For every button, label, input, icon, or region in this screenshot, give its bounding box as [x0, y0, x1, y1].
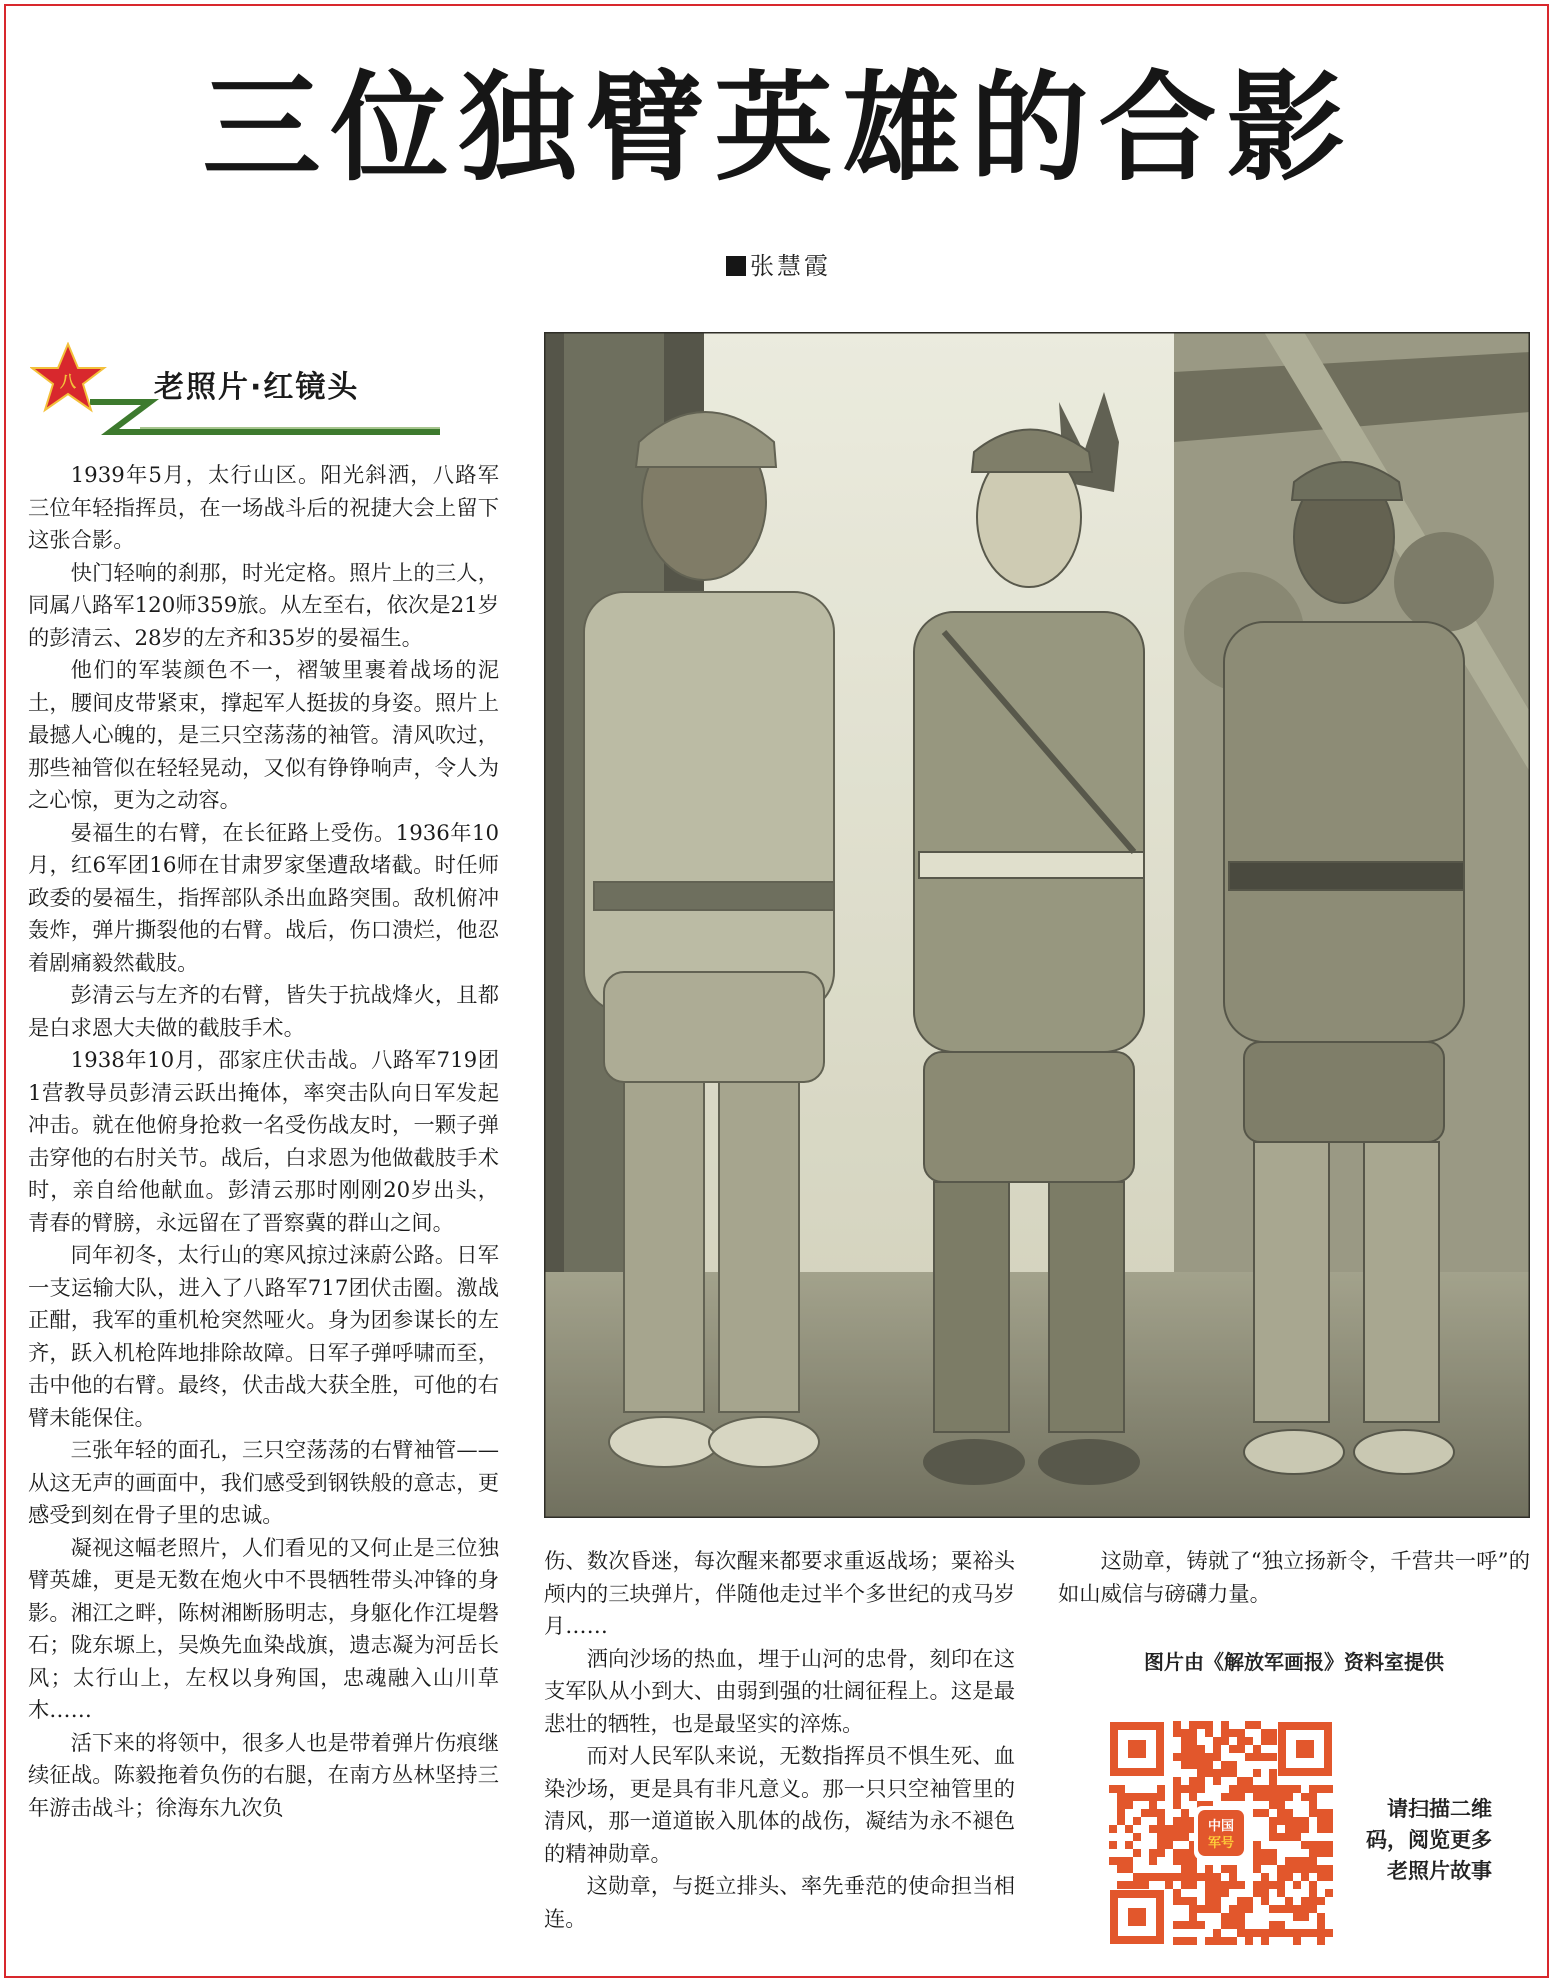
paragraph: 洒向沙场的热血，埋于山河的忠骨，刻印在这支军队从小到大、由弱到强的壮阔征程上。这是最悲壮的牺牲，也是最坚实的淬炼。 [544, 1646, 1015, 1737]
article-column-1 [28, 460, 499, 1825]
paragraph: 凝视这幅老照片，人们看见的又何止是三位独臂英雄，更是无数在炮火中不畏牺牲带头冲锋的身影。湘江之畔，陈树湘断肠明志，身躯化作江堤磐石；陇东塬上，吴焕先血染战旗，遗志凝为河岳长风；太行山上，左权以身殉国，忠魂融入山川草木…… [28, 1535, 499, 1723]
paragraph: 快门轻响的刹那，时光定格。照片上的三人，同属八路军120师359旅。从左至右，依次是21岁的彭清云、28岁的左齐和35岁的晏福生。 [28, 560, 499, 651]
photo-credit: 图片由《解放军画报》资料室提供 [1144, 1650, 1444, 1674]
paragraph: 晏福生的右臂，在长征路上受伤。1936年10月，红6军团16师在甘肃罗家堡遭敌堵截。时任师政委的晏福生，指挥部队杀出血路突围。敌机俯冲轰炸，弹片撕裂他的右臂。战后，伤口溃烂，他忍着剧痛毅然截肢。 [28, 820, 499, 976]
byline-square-icon [726, 256, 746, 276]
qr-code[interactable] [1106, 1718, 1336, 1948]
paragraph: 同年初冬，太行山的寒风掠过涞蔚公路。日军一支运输大队，进入了八路军717团伏击圈。激战正酣，我军的重机枪突然哑火。身为团参谋长的左齐，跃入机枪阵地排除故障。日军子弹呼啸而至，击中他的右臂。最终，伏击战大获全胜，可他的右臂未能保住。 [28, 1243, 499, 1431]
paragraph: 三张年轻的面孔，三只空荡荡的右臂袖管——从这无声的画面中，我们感受到钢铁般的意志，更感受到刻在骨子里的忠诚。 [28, 1438, 499, 1528]
paragraph: 这勋章，与挺立排头、率先垂范的使命担当相连。 [544, 1874, 1015, 1932]
byline [0, 246, 1557, 281]
headline: 三位独臂英雄的合影 [202, 59, 1355, 197]
historical-photo [544, 332, 1530, 1518]
paragraph: 活下来的将领中，很多人也是带着弹片伤痕继续征战。陈毅拖着负伤的右腿，在南方丛林坚持三年游击战斗；徐海东九次负 [28, 1730, 499, 1821]
article-column-2 [544, 1546, 1015, 1936]
column-title: 老照片·红镜头 [154, 370, 360, 405]
byline-author: 张慧霞 [750, 252, 831, 280]
qr-caption: 请扫描二维码，阅览更多老照片故事 [1366, 1797, 1492, 1883]
svg-text:军号: 军号 [1207, 1836, 1235, 1851]
svg-text:八: 八 [59, 372, 77, 391]
paragraph: 而对人民军队来说，无数指挥员不惧生死、血染沙场，更是具有非凡意义。那一只只空袖管里的清风，那一道道嵌入肌体的战伤，凝结为永不褪色的精神勋章。 [544, 1744, 1015, 1867]
article-column-3 [1058, 1546, 1530, 1611]
paragraph: 他们的军装颜色不一，褶皱里裹着战场的泥土，腰间皮带紧束，撑起军人挺拔的身姿。照片上最撼人心魄的，是三只空荡荡的袖管。清风吹过，那些袖管似在轻轻晃动，又似有铮铮响声，令人为之心惊，更为之动容。 [28, 658, 499, 813]
paragraph: 彭清云与左齐的右臂，皆失于抗战烽火，且都是白求恩大夫做的截肢手术。 [28, 983, 499, 1041]
svg-text:中国: 中国 [1207, 1819, 1235, 1834]
paragraph: 这勋章，铸就了“独立扬新令，千营共一呼”的如山威信与磅礴力量。 [1058, 1549, 1530, 1607]
paragraph: 1939年5月，太行山区。阳光斜洒，八路军三位年轻指挥员，在一场战斗后的祝捷大会上留下这张合影。 [28, 463, 499, 553]
paragraph: 伤、数次昏迷，每次醒来都要求重返战场；粟裕头颅内的三块弹片，伴随他走过半个多世纪的戎马岁月…… [544, 1549, 1015, 1639]
paragraph: 1938年10月，邵家庄伏击战。八路军719团1营教导员彭清云跃出掩体，率突击队向日军发起冲击。就在他俯身抢救一名受伤战友时，一颗子弹击穿他的右肘关节。战后，白求恩为他做截肢手术时，亲自给他献血。彭清云那时刚刚20岁出头，青春的臂膀，永远留在了晋察冀的群山之间。 [28, 1048, 499, 1236]
